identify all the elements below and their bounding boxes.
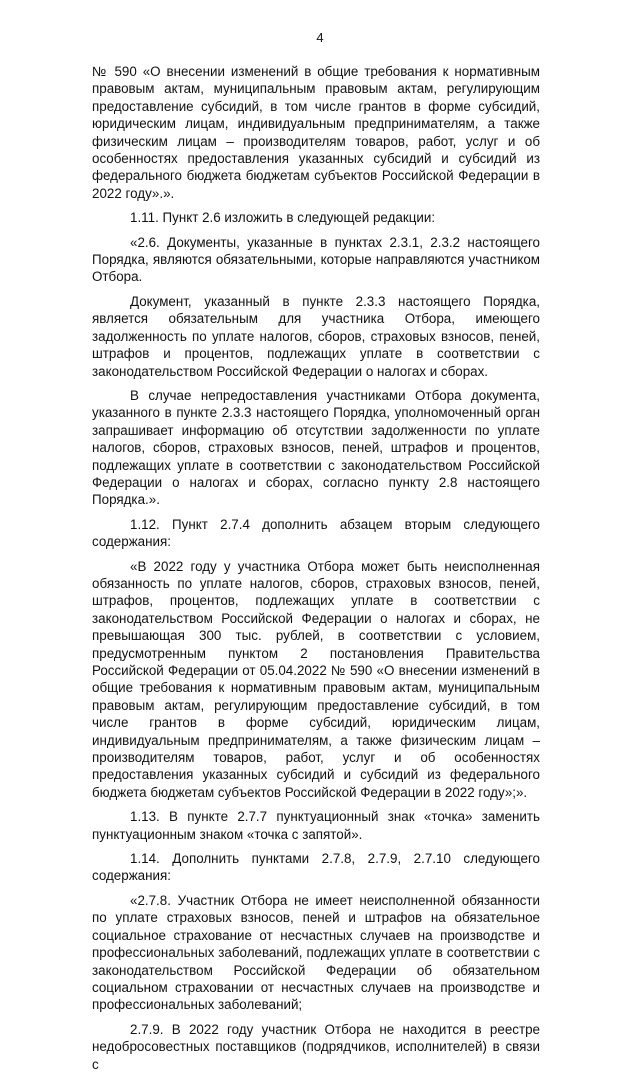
paragraph-item-1-11: 1.11. Пункт 2.6 изложить в следующей редакции: [130,210,436,226]
paragraph-clause-2-6: «2.6. Документы, указанные в пунктах 2.3.1, 2.3.2 настоящего Порядка, являются обязательными, которые направляются участником Отбора. [92,234,540,285]
paragraph-continuation: № 590 «О внесении изменений в общие требования к нормативным правовым актам, муниципальным правовым актам, регулирующим предоставление субсидий, в том числе грантов в форме субсидий, юридическим лицам, индивидуальным предпринимателям, а также физическим лицам – производителям товаров, работ, услуг и об особенностях предоставления указанных субсидий и субсидий из федерального бюджета бюджетам субъектов Российской Федерации в 2022 году».». [92,64,540,201]
paragraph-document-2-3-3: Документ, указанный в пункте 2.3.3 настоящего Порядка, является обязательным для участника Отбора, имеющего задолженность по уплате налогов, сборов, страховых взносов, пеней, штрафов и процентов, подлежащих уплате в соответствии с законодательством Российской Федерации о налогах и сборах. [92,293,540,379]
paragraph-non-submission: В случае непредоставления участниками Отбора документа, указанного в пункте 2.3.3 настоящего Порядка, уполномоченный орган запрашивает информацию об отсутствии задолженности по уплате налогов, сборов, страховых взносов, пеней, штрафов и процентов, подлежащих уплате в соответствии с законодательством Российской Федерации о налогах и сборах, согласно пункту 2.8 настоящего Порядка.». [92,387,540,508]
paragraph-item-1-13: 1.13. В пункте 2.7.7 пунктуационный знак «точка» заменить пунктуационным знаком «точка с запятой». [92,809,540,842]
page-number: 4 [316,30,324,45]
paragraph-item-1-12: 1.12. Пункт 2.7.4 дополнить абзацем вторым следующего содержания: [92,516,540,550]
paragraph-item-1-14: 1.14. Дополнить пунктами 2.7.8, 2.7.9, 2.7.10 следующего содержания: [92,851,540,884]
paragraph-clause-2022-debt: «В 2022 году у участника Отбора может быть неисполненная обязанность по уплате налогов, сборов, страховых взносов, пеней, штрафов, процентов, подлежащих уплате в соответствии с законодательством Российской Федерации о налогах и сборах, не превышающая 300 тыс. рублей, в соответствии с условием, предусмотренным пунктом 2 постановления Правительства Российской Федерации от 05.04.2022 № 590 «О внесении изменений в общие требования к нормативным правовым актам, муниципальным правовым актам, регулирующим предоставление субсидий, в том числе грантов в форме субсидий, юридическим лицам, индивидуальным предпринимателям, а также физическим лицам – производителям товаров, работ, услуг и об особенностях предоставления указанных субсидий и субсидий из федерального бюджета бюджетам субъектов Российской Федерации в 2022 году»;». [92,558,540,800]
paragraph-clause-2-7-9: 2.7.9. В 2022 году участник Отбора не находится в реестре недобросовестных поставщиков (подрядчиков, исполнителей) в связи с [92,1021,540,1072]
document-body [92,63,540,1080]
paragraph-clause-2-7-8: «2.7.8. Участник Отбора не имеет неисполненной обязанности по уплате страховых взносов, пеней и штрафов на обязательное социальное страхование от несчастных случаев на производстве и профессиональных заболеваний, подлежащих уплате в соответствии с законодательством Российской Федерации об обязательном социальном страховании от несчастных случаев на производстве и профессиональных заболеваний; [92,892,540,1013]
